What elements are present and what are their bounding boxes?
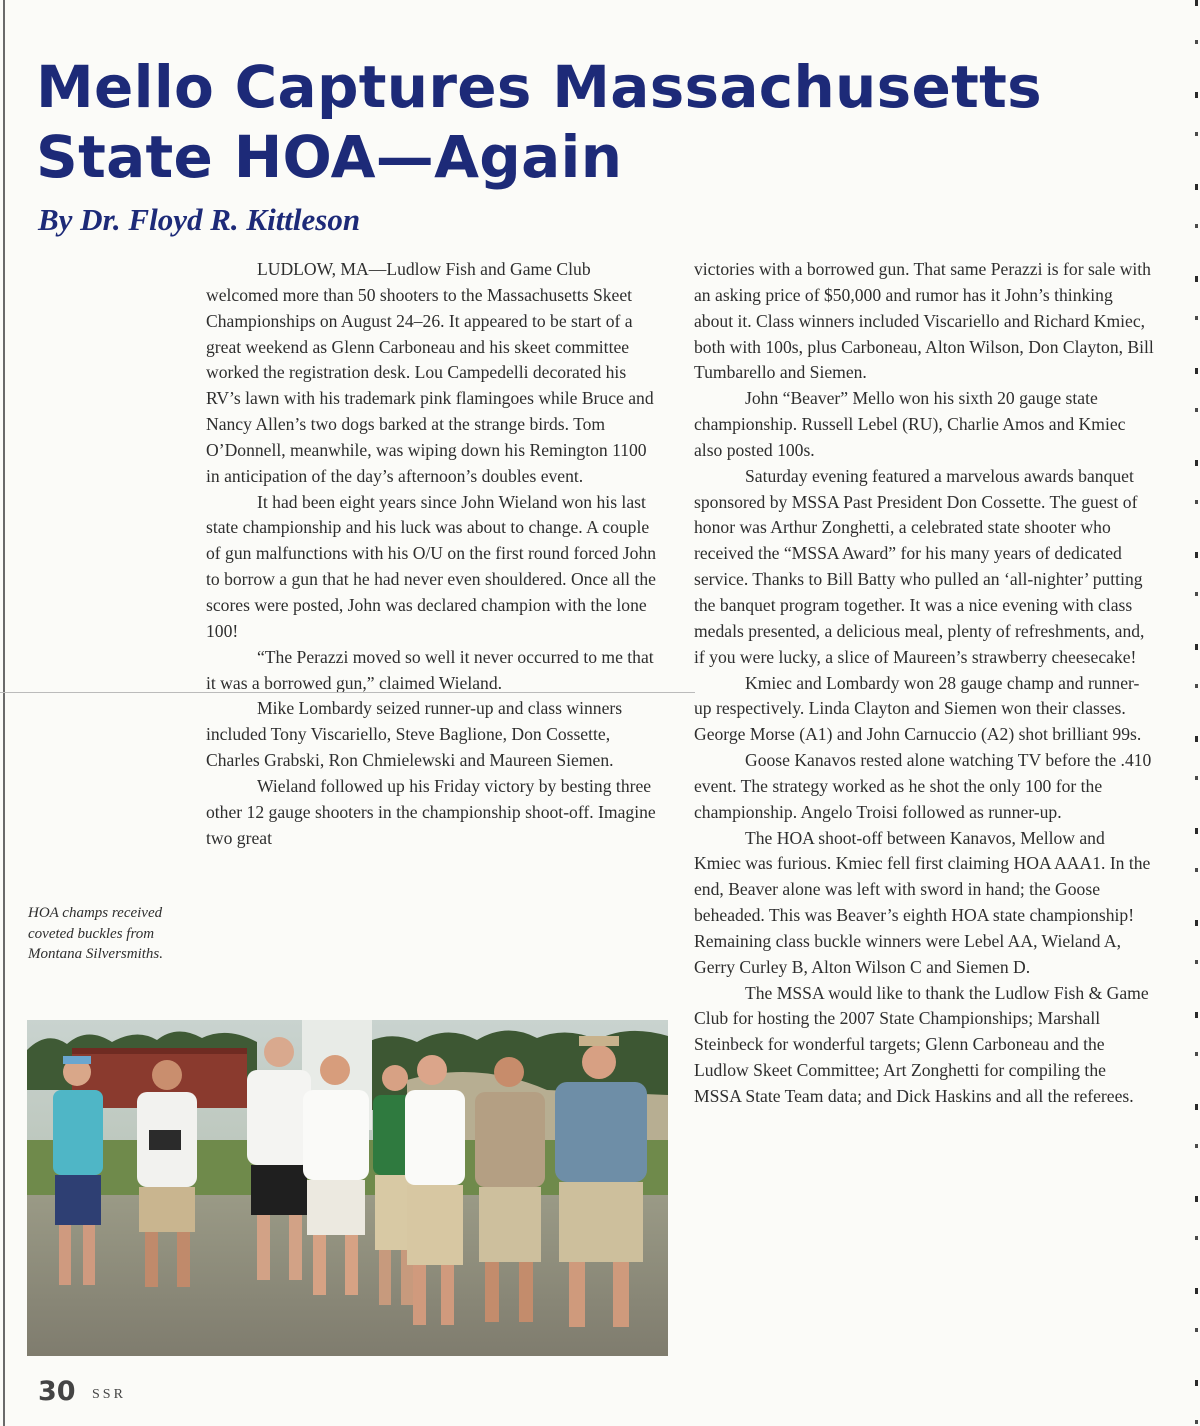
fold-line — [0, 692, 695, 693]
group-photo — [27, 1020, 668, 1356]
headline: Mello Captures Massachusetts State HOA—Again — [36, 53, 1042, 191]
article-column-1 — [206, 257, 658, 851]
paragraph: The HOA shoot-off between Kanavos, Mellow and Kmiec was furious. Kmiec fell first claiming HOA AAA1. In the end, Beaver alone was left with sword in hand; the Goose beheaded. This was Beaver’s eighth HOA state championship! Remaining class buckle winners were Lebel AA, Wieland A, Gerry Curley B, Alton Wilson C and Siemen D. — [694, 827, 1151, 977]
paragraph: “The Perazzi moved so well it never occurred to me that it was a borrowed gun,” claimed Wieland. — [206, 646, 654, 693]
byline: By Dr. Floyd R. Kittleson — [38, 202, 361, 237]
paragraph: Saturday evening featured a marvelous awards banquet sponsored by MSSA Past President Don Cossette. The guest of honor was Arthur Zonghetti, a celebrated state shooter who received the “MSSA Award” for his many years of dedicated service. Thanks to Bill Batty who pulled an ‘all-nighter’ putting the banquet program together. It was a nice evening with class medals presented, a delicious meal, plenty of refreshments, and, if you were lucky, a slice of Maureen’s strawberry cheesecake! — [694, 465, 1145, 667]
page-edge-right — [1195, 0, 1198, 1426]
photo-caption: HOA champs received coveted buckles from Montana Silversmiths. — [28, 905, 163, 962]
paragraph: The MSSA would like to thank the Ludlow Fish & Game Club for hosting the 2007 State Championships; Marshall Steinbeck for wonderful targets; Glenn Carboneau and the Ludlow Skeet Committee; Art Zonghetti for compiling the MSSA State Team data; and Dick Haskins and all the referees. — [694, 982, 1149, 1106]
paragraph: Mike Lombardy seized runner-up and class winners included Tony Viscariello, Steve Baglione, Don Cossette, Charles Grabski, Ron Chmielewski and Maureen Siemen. — [206, 698, 623, 771]
group-photo-illustration — [27, 1020, 668, 1356]
paragraph: Kmiec and Lombardy won 28 gauge champ and runner-up respectively. Linda Clayton and Siemen won their classes. George Morse (A1) and John Carnuccio (A2) shot brilliant 99s. — [694, 672, 1142, 745]
paragraph: LUDLOW, MA—Ludlow Fish and Game Club welcomed more than 50 shooters to the Massachusetts Skeet Championships on August 24–26. It appeared to be start of a great weekend as Glenn Carboneau and his skeet committee worked the registration desk. Lou Campedelli decorated his RV’s lawn with his trademark pink flamingoes while Bruce and Nancy Allen’s two dogs barked at the strange birds. Tom O’Donnell, meanwhile, was wiping down his Remington 1100 in anticipation of the day’s afternoon’s doubles event. — [206, 259, 654, 486]
paragraph: John “Beaver” Mello won his sixth 20 gauge state championship. Russell Lebel (RU), Charlie Amos and Kmiec also posted 100s. — [694, 388, 1126, 460]
article-column-2 — [694, 257, 1156, 1110]
paragraph: It had been eight years since John Wieland won his last state championship and his luck was about to change. A couple of gun malfunctions with his O/U on the first round forced John to borrow a gun that he had never even shouldered. Once all the scores were posted, John was declared champion with the lone 100! — [206, 491, 657, 641]
paragraph: Wieland followed up his Friday victory by besting three other 12 gauge shooters in the championship shoot-off. Imagine two great — [206, 775, 656, 848]
paragraph: Goose Kanavos rested alone watching TV before the .410 event. The strategy worked as he shot the only 100 for the championship. Angelo Troisi followed as runner-up. — [694, 750, 1152, 822]
paragraph-continued: victories with a borrowed gun. That same Perazzi is for sale with an asking price of $50,000 and rumor has it John’s thinking about it. Class winners included Viscariello and Richard Kmiec, both with 100s, plus Carboneau, Alton Wilson, Don Clayton, Bill Tumbarello and Siemen. — [694, 259, 1154, 383]
page-number: 30 — [38, 1376, 76, 1407]
page-edge-left — [3, 0, 5, 1426]
section-label: SSR — [92, 1387, 126, 1402]
